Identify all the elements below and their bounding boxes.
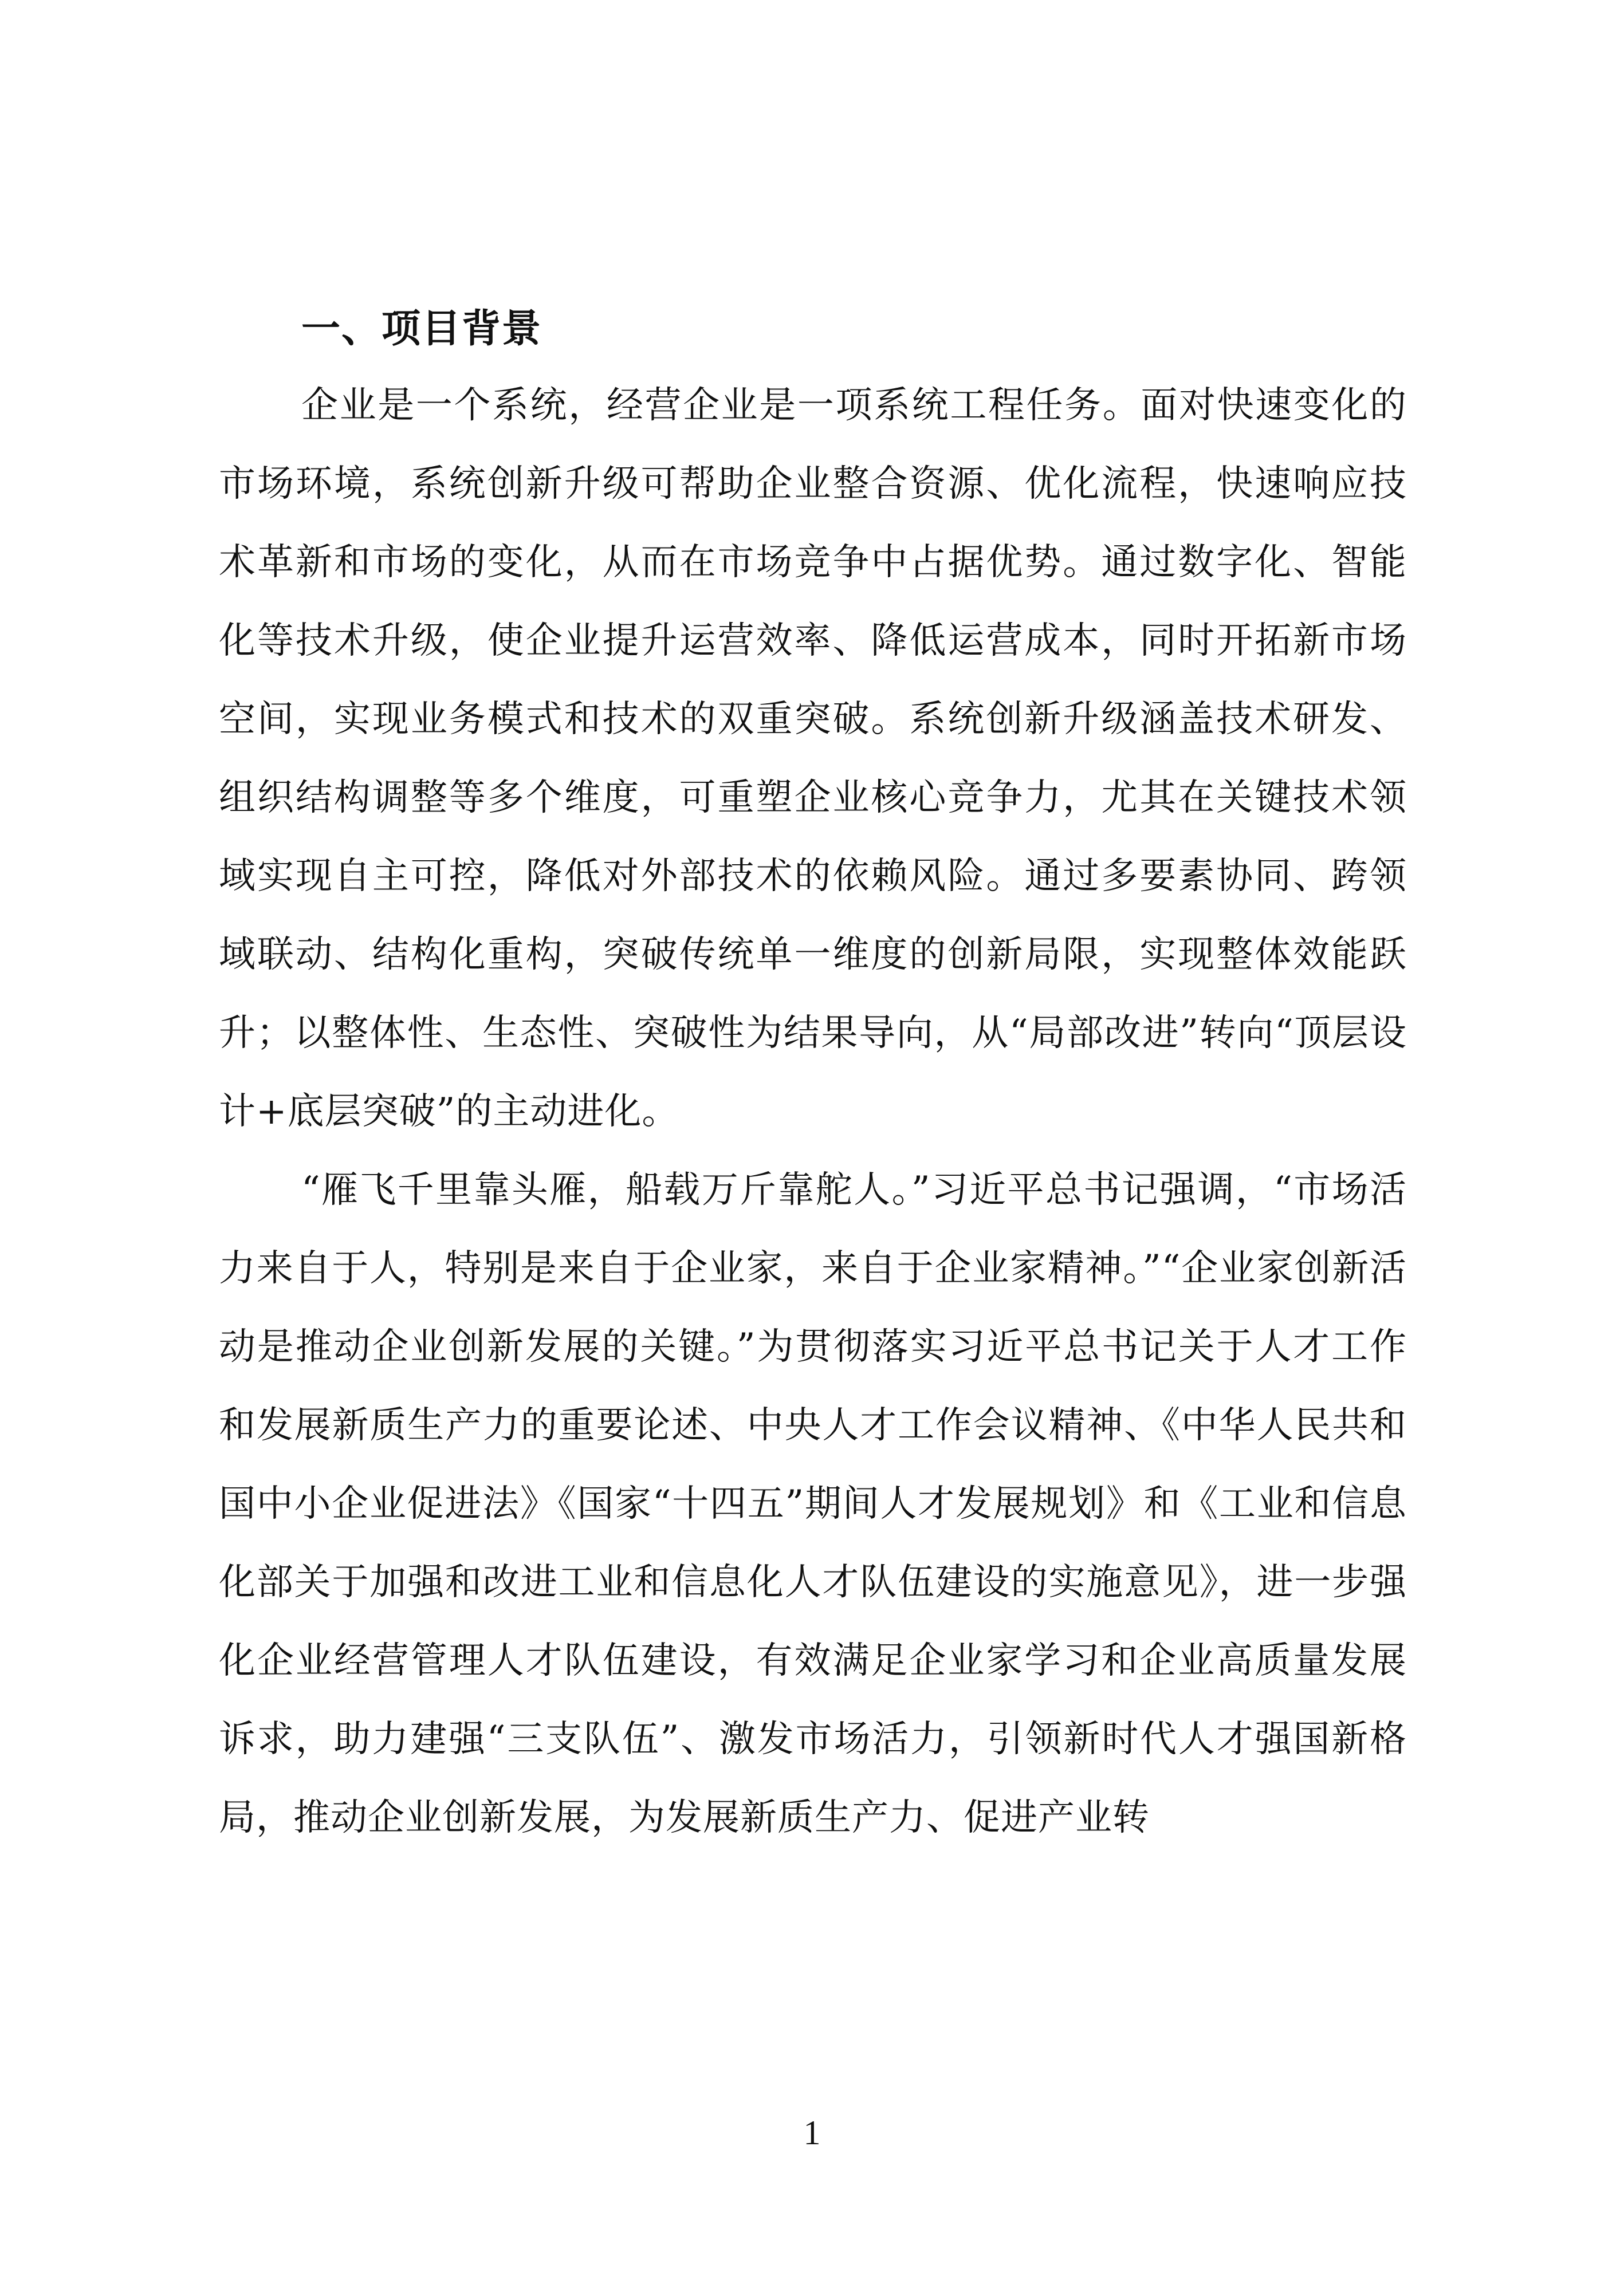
document-body — [219, 292, 1407, 1857]
paragraph-talent-policy: “雁飞千里靠头雁，船载万斤靠舵人。”习近平总书记强调，“市场活力来自于人，特别是来自于企业家，来自于企业家精神。”“企业家创新活动是推动企业创新发展的关键。”为贯彻落实习近平总书记关于人才工作和发展新质生产力的重要论述、中央人才工作会议精神、《中华人民共和国中小企业促进法》《国家“十四五”期间人才发展规划》和《工业和信息化部关于加强和改进工业和信息化人才队伍建设的实施意见》，进一步强化企业经营管理人才队伍建设，有效满足企业家学习和企业高质量发展诉求，助力建强“三支队伍”、激发市场活力，引领新时代人才强国新格局，推动企业创新发展，为发展新质生产力、促进产业转 — [219, 1169, 1407, 1839]
section-heading: 一、项目背景 — [301, 306, 542, 352]
paragraph-background: 企业是一个系统，经营企业是一项系统工程任务。面对快速变化的市场环境，系统创新升级可帮助企业整合资源、优化流程，快速响应技术革新和市场的变化，从而在市场竞争中占据优势。通过数字化、智能化等技术升级，使企业提升运营效率、降低运营成本，同时开拓新市场空间，实现业务模式和技术的双重突破。系统创新升级涵盖技术研发、组织结构调整等多个维度，可重塑企业核心竞争力，尤其在关键技术领域实现自主可控，降低对外部技术的依赖风险。通过多要素协同、跨领域联动、结构化重构，突破传统单一维度的创新局限，实现整体效能跃升；以整体性、生态性、突破性为结果导向，从“局部改进”转向“顶层设计+底层突破”的主动进化。 — [219, 384, 1407, 1133]
page-number: 1 — [803, 2114, 821, 2152]
